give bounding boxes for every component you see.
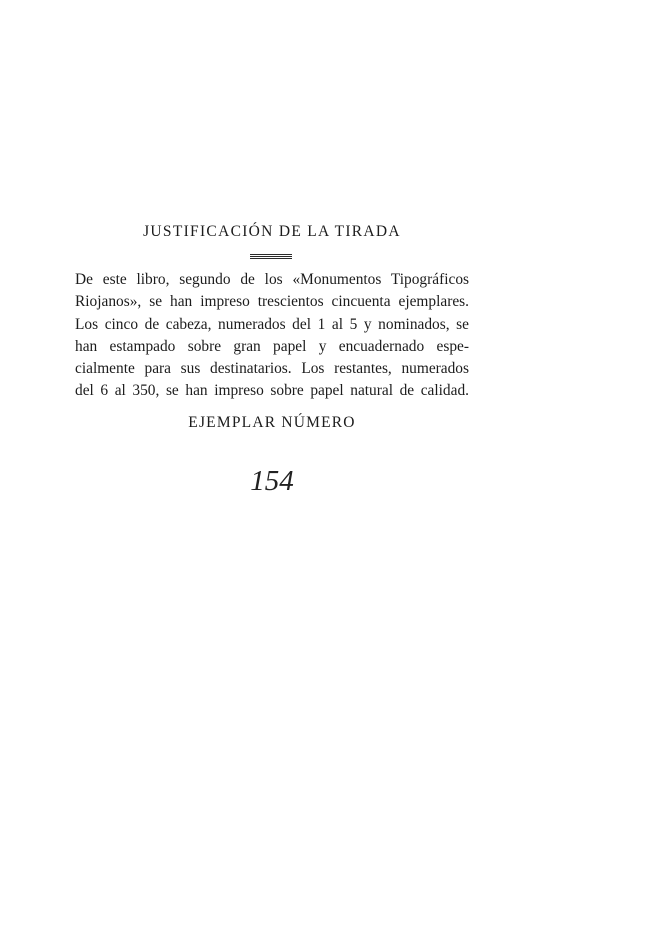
ornament-rule-line: [250, 256, 292, 257]
text-line: Los cinco de cabeza, numerados del 1 al 5 y nominados, se: [75, 315, 469, 333]
ornament-rule-line: [250, 258, 292, 259]
text-line: Riojanos», se han impreso trescientos cincuenta ejemplares.: [75, 293, 469, 311]
text-line: cialmente para sus destinatarios. Los restantes, numerados: [75, 360, 469, 378]
ornament-rule: [250, 254, 292, 259]
copy-number-label: EJEMPLAR NÚMERO: [188, 414, 356, 431]
text-line: han estampado sobre gran papel y encuadernado espe-: [75, 337, 469, 355]
page-heading: JUSTIFICACIÓN DE LA TIRADA: [143, 223, 401, 240]
copy-number-value: 154: [250, 465, 294, 497]
text-line: del 6 al 350, se han impreso sobre papel natural de calidad.: [75, 382, 469, 400]
colophon-text: [75, 269, 469, 403]
ornament-rule-line: [250, 254, 292, 255]
text-line: De este libro, segundo de los «Monumentos Tipográficos: [75, 271, 469, 288]
